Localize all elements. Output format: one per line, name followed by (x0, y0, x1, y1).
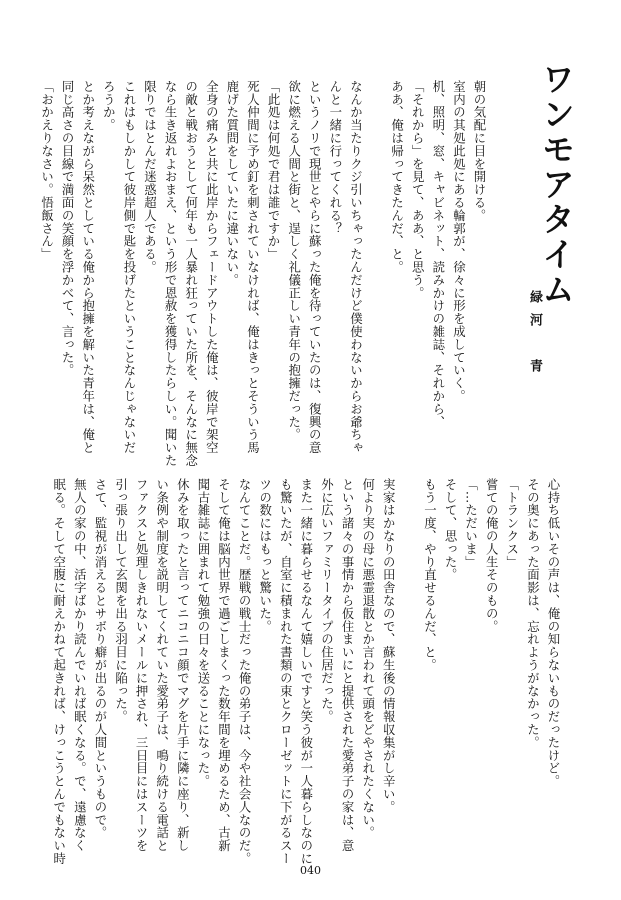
text-line: 無人の家の中、活字ばかり読んでいれば眠くなる。で、遠慮なく (72, 478, 88, 853)
text-line: 「…ただいま」 (463, 478, 479, 569)
author-name: 緑河 青 (527, 290, 542, 382)
blank-line (398, 478, 419, 838)
text-line: 引っ張り出して玄関を出る羽目に陥った。 (113, 478, 129, 724)
text-line: ファクスと処理しきれないメールに押され、三日目にはスーツを (134, 478, 150, 853)
text-line: 限りではとんだ迷惑超人である。 (142, 80, 158, 274)
text-line: もう一度、やり直せるんだ、と。 (422, 478, 438, 672)
blank-line (365, 80, 386, 420)
text-line: そして、思った。 (443, 478, 459, 582)
text-line: 全身の痛みと共に此岸からフェードアウトした俺は、彼岸で架空 (204, 80, 220, 455)
story-title: ワンモアタイム (537, 62, 576, 307)
text-line: 実家はかなりの田舎なので、蘇生後の情報収集がし辛い。 (381, 478, 397, 814)
text-line: ツの数にはもっと驚いた。 (257, 478, 273, 633)
text-line: 外に広いファミリータイプの住居だった。 (319, 478, 335, 724)
lower-text-block (48, 478, 563, 865)
text-line: 「トランクス」 (504, 478, 520, 569)
text-line: い条例や制度を説明してくれていた愛弟子は、鳴り続ける電話と (154, 478, 170, 853)
text-line: 欲に燃える人間と街と、逞しく礼儀正しい青年の抱擁だった。 (286, 80, 302, 442)
page-number: 040 (300, 864, 321, 877)
text-line: 何より実の母に悪霊退散とか言われて頭をどやされたくない。 (360, 478, 376, 840)
text-line: とか考えながら呆然としている俺から抱擁を解いた青年は、俺と (80, 80, 96, 455)
text-line: 聞古雑誌に囲まれて勉強の日々を送ることになった。 (195, 478, 211, 788)
text-line: の敵と戦おうとして何年も一人暴れ狂っていた所を、そんなに無念 (183, 80, 199, 467)
text-line: 嘗ての俺の人生そのもの。 (484, 478, 500, 633)
text-line: その奥にあった面影は、忘れようがなかった。 (525, 478, 541, 749)
text-line: というノリで現世とやらに蘇った俺を待っていたのは、復興の意 (307, 80, 323, 455)
text-line: なら生き返れよおまえ、という形で恩赦を獲得したらしい。聞いた (163, 80, 179, 467)
text-line: 朝の気配に目を開ける。 (472, 80, 487, 222)
text-line: 「おかえりなさい。悟飯さん」 (39, 80, 55, 261)
text-line: なんてことだ。歴戦の戦士だった俺の弟子は、今や社会人なのだ。 (237, 478, 253, 865)
text-line: 心持ち低いその声は、俺の知らないものだったけど。 (546, 478, 561, 788)
text-line: んと一緒に行ってくれる？ (327, 80, 343, 235)
text-line: 休みを取ったと言ってニコニコ顔でマグを片手に隣に座り、新し (175, 478, 191, 853)
text-line: さて、監視が消えるとサボり癖が出るのが人間というもので。 (92, 478, 108, 840)
text-line: 同じ高さの目線で満面の笑顔を浮かべて、言った。 (60, 80, 76, 377)
text-line: ろうか。 (101, 80, 117, 132)
text-line: ああ、俺は帰ってきたんだ、と。 (389, 80, 405, 274)
text-line: これはもしかして彼岸側で匙を投げたということなんじゃないだ (121, 80, 137, 455)
text-line: 「それから」を見て、ああ、と思う。 (410, 80, 426, 300)
text-line: という諸々の事情から仮住まいにと提供された愛弟子の家は、意 (340, 478, 356, 853)
text-line: なんか当たりクジ引いちゃったんだけど僕使わないからお爺ちゃ (348, 80, 364, 455)
text-line: そして俺は脳内世界で過ごしまくった数年間を埋めるため、古新 (216, 478, 232, 853)
upper-text-block (36, 80, 489, 467)
text-line: また一緒に暮らせるなんて嬉しいですと笑う彼が一人暮らしなのに (298, 478, 314, 865)
text-line: も驚いたが、自室に積まれた書類の束とクローゼットに下がるスー (278, 478, 294, 865)
text-line: 死人仲間に予め釘を刺されていなければ、俺はきっとそういう馬 (245, 80, 261, 455)
text-line: 鹿げた質問をしていたに違いない。 (224, 80, 240, 287)
text-line: 眠る。そして空腹に耐えかねて起きれば、けっこうとんでもない時 (51, 478, 67, 865)
text-line: 机、照明、窓、キャビネット、読みかけの雑誌、それから、 (430, 80, 446, 429)
text-line: 「此処は何処で君は誰ですか」 (266, 80, 282, 261)
text-line: 室内の其処此処にある輪郭が、徐々に形を成していく。 (451, 80, 467, 403)
